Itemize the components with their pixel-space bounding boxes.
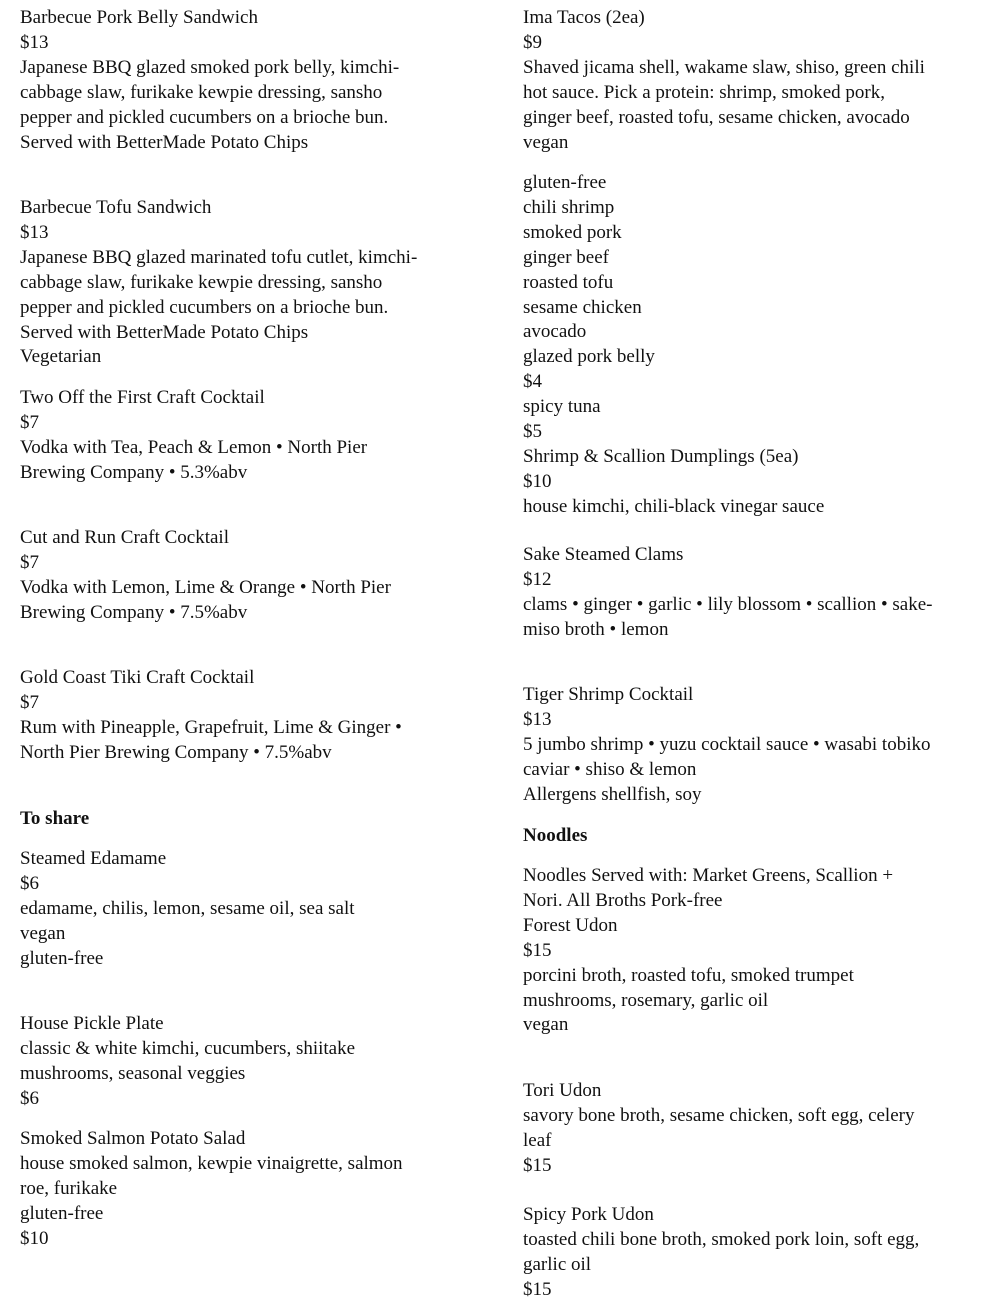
item-description: Japanese BBQ glazed smoked pork belly, kimchi-: [20, 56, 400, 78]
item-price: $13: [523, 708, 552, 730]
item-price: $9: [523, 31, 542, 53]
item-description: clams • ginger • garlic • lily blossom • scallion • sake-: [523, 593, 933, 615]
dietary-tag: vegan: [523, 1014, 569, 1036]
menu-item-ima-tacos: [523, 6, 983, 155]
item-description: cabbage slaw, furikake kewpie dressing, sansho: [20, 271, 383, 293]
option-price: $4: [523, 371, 542, 393]
item-description: Shaved jicama shell, wakame slaw, shiso, green chili: [523, 56, 925, 78]
item-description: classic & white kimchi, cucumbers, shiitake: [20, 1037, 356, 1059]
section-title: Noodles: [523, 825, 588, 846]
item-price: $15: [523, 1278, 552, 1300]
protein-option: smoked pork: [523, 221, 622, 243]
item-name: Smoked Salmon Potato Salad: [20, 1128, 246, 1149]
menu-item-sake-steamed-clams: [523, 543, 983, 643]
dietary-tag: gluten-free: [20, 947, 104, 969]
item-description: pepper and pickled cucumbers on a brioche bun.: [20, 296, 389, 318]
menu-item-tori-udon: [523, 1079, 983, 1179]
item-description: ginger beef, roasted tofu, sesame chicken, avocado: [523, 106, 910, 128]
ima-tacos-options: [523, 171, 983, 520]
item-price: $7: [20, 551, 39, 573]
item-description: Served with BetterMade Potato Chips: [20, 131, 309, 153]
item-description: edamame, chilis, lemon, sesame oil, sea salt: [20, 897, 355, 919]
menu-item-tofu-sandwich: [20, 196, 490, 370]
option-price: $5: [523, 421, 542, 443]
item-description: toasted chili bone broth, smoked pork loin, soft egg,: [523, 1228, 920, 1250]
menu-item-gold-coast-cocktail: [20, 666, 490, 766]
item-price: $15: [523, 939, 552, 961]
item-description: Vodka with Tea, Peach & Lemon • North Pier: [20, 436, 368, 458]
item-name: Spicy Pork Udon: [523, 1204, 654, 1225]
item-description: Served with BetterMade Potato Chips: [20, 321, 309, 343]
item-price: $10: [523, 470, 552, 492]
item-name: Steamed Edamame: [20, 848, 167, 869]
item-description: North Pier Brewing Company • 7.5%abv: [20, 741, 332, 763]
menu-item-forest-udon: [523, 864, 983, 1038]
item-price: $13: [20, 31, 49, 53]
item-description: pepper and pickled cucumbers on a brioche bun.: [20, 106, 389, 128]
item-description: Vodka with Lemon, Lime & Orange • North Pier: [20, 576, 391, 598]
item-price: $13: [20, 221, 49, 243]
item-name: Barbecue Tofu Sandwich: [20, 197, 212, 218]
protein-option: sesame chicken: [523, 296, 642, 318]
item-price: $12: [523, 568, 552, 590]
item-name: Shrimp & Scallion Dumplings (5ea): [523, 445, 799, 467]
item-price: $10: [20, 1227, 49, 1249]
item-name: Tiger Shrimp Cocktail: [523, 684, 694, 705]
item-description: roe, furikake: [20, 1177, 118, 1199]
menu-item-cut-and-run-cocktail: [20, 526, 490, 626]
item-name: Sake Steamed Clams: [523, 544, 684, 565]
dietary-tag: vegan: [20, 922, 66, 944]
item-name: House Pickle Plate: [20, 1013, 164, 1034]
noodles-note: Nori. All Broths Pork-free: [523, 889, 723, 911]
item-description: hot sauce. Pick a protein: shrimp, smoked pork,: [523, 81, 885, 103]
item-name: Barbecue Pork Belly Sandwich: [20, 7, 258, 28]
menu-item-house-pickle-plate: [20, 1012, 490, 1112]
dietary-tag: gluten-free: [20, 1202, 104, 1224]
item-description: caviar • shiso & lemon: [523, 758, 697, 780]
protein-option: glazed pork belly: [523, 346, 655, 368]
protein-option: avocado: [523, 321, 587, 343]
item-description: mushrooms, seasonal veggies: [20, 1062, 246, 1084]
item-description: leaf: [523, 1129, 552, 1151]
section-title: To share: [20, 808, 90, 829]
item-name: Cut and Run Craft Cocktail: [20, 527, 229, 548]
item-name: Forest Udon: [523, 914, 618, 936]
item-name: Tori Udon: [523, 1080, 602, 1101]
item-name: Gold Coast Tiki Craft Cocktail: [20, 667, 255, 688]
section-heading-to-share: [20, 807, 490, 832]
item-price: $6: [20, 872, 39, 894]
dietary-tag: gluten-free: [523, 172, 607, 193]
menu-item-tiger-shrimp-cocktail: [523, 683, 983, 808]
item-price: $7: [20, 691, 39, 713]
item-description: Brewing Company • 7.5%abv: [20, 601, 248, 623]
item-description: 5 jumbo shrimp • yuzu cocktail sauce • wasabi tobiko: [523, 733, 931, 755]
menu-item-steamed-edamame: [20, 847, 490, 972]
section-heading-noodles: [523, 824, 983, 849]
item-name: Two Off the First Craft Cocktail: [20, 387, 265, 408]
menu-item-two-off-cocktail: [20, 386, 490, 486]
item-description: house smoked salmon, kewpie vinaigrette, salmon: [20, 1152, 403, 1174]
item-price: $7: [20, 411, 39, 433]
menu-item-pork-belly-sandwich: [20, 6, 490, 155]
item-price: $15: [523, 1154, 552, 1176]
protein-option: roasted tofu: [523, 271, 614, 293]
item-description: porcini broth, roasted tofu, smoked trumpet: [523, 964, 854, 986]
menu-item-smoked-salmon-potato-salad: [20, 1127, 490, 1252]
item-description: garlic oil: [523, 1253, 592, 1275]
protein-option: spicy tuna: [523, 396, 601, 418]
menu-item-spicy-pork-udon: [523, 1203, 983, 1303]
item-description: Rum with Pineapple, Grapefruit, Lime & Ginger •: [20, 716, 402, 738]
item-description: Japanese BBQ glazed marinated tofu cutlet, kimchi-: [20, 246, 418, 268]
allergens: Allergens shellfish, soy: [523, 783, 702, 805]
protein-option: ginger beef: [523, 246, 609, 268]
item-description: house kimchi, chili-black vinegar sauce: [523, 495, 825, 517]
dietary-tag: Vegetarian: [20, 346, 102, 368]
item-name: Ima Tacos (2ea): [523, 7, 645, 28]
item-description: mushrooms, rosemary, garlic oil: [523, 989, 769, 1011]
item-description: savory bone broth, sesame chicken, soft egg, celery: [523, 1104, 915, 1126]
noodles-note: Noodles Served with: Market Greens, Scallion +: [523, 865, 894, 886]
item-description: cabbage slaw, furikake kewpie dressing, sansho: [20, 81, 383, 103]
dietary-tag: vegan: [523, 131, 569, 153]
item-price: $6: [20, 1087, 39, 1109]
protein-option: chili shrimp: [523, 196, 615, 218]
item-description: Brewing Company • 5.3%abv: [20, 461, 248, 483]
item-description: miso broth • lemon: [523, 618, 669, 640]
